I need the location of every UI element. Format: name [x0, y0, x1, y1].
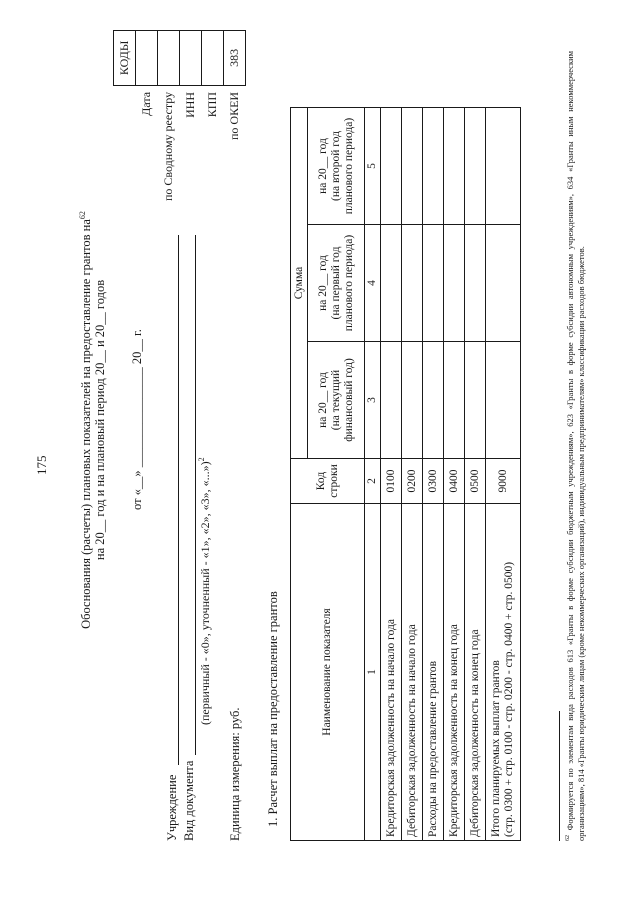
- total-name-line-2: (стр. 0300 + стр. 0100 - стр. 0200 - стр. 0400 + стр. 0500): [503, 561, 515, 837]
- row-name: Кредиторская задолженность на конец года: [444, 504, 465, 841]
- total-value-cell: [486, 108, 521, 225]
- row-value-cell: [402, 225, 423, 342]
- header-year-1-line-1: на 20__ год: [316, 372, 329, 428]
- doc-type-hint-text: (первичный - «0», уточненный - «1», «2», «3», «...»): [198, 461, 212, 725]
- institution-label: Учреждение: [165, 774, 179, 841]
- row-name: Расходы на предоставление грантов: [423, 504, 444, 841]
- row-code: 0300: [423, 459, 444, 504]
- header-year-3-line-3: планового периода): [342, 117, 355, 215]
- doc-type-underline: [195, 235, 196, 755]
- header-year-3-line-1: на 20__ год: [316, 138, 329, 194]
- column-numbers-row: [365, 108, 381, 841]
- total-value-cell: [486, 342, 521, 459]
- row-code: 0100: [381, 459, 402, 504]
- date-line: от «__» ________________ 20__ г.: [130, 329, 144, 510]
- table-total-row: [486, 108, 521, 841]
- row-value-cell: [402, 342, 423, 459]
- section-title: 1. Расчет выплат на предоставление грантов: [266, 591, 280, 827]
- column-number: 1: [365, 504, 381, 841]
- header-year-3-line-2: (на второй год: [329, 131, 342, 201]
- codes-label-registry: [158, 85, 180, 205]
- row-value-cell: [444, 108, 465, 225]
- codes-value-date: [136, 30, 158, 85]
- row-value-cell: [465, 342, 486, 459]
- doc-type-hint: [197, 457, 213, 725]
- column-number: 4: [365, 225, 381, 342]
- header-code: Код строки: [291, 459, 365, 504]
- total-value-cell: [486, 225, 521, 342]
- header-year-2-line-3: планового периода): [342, 234, 355, 332]
- row-value-cell: [381, 342, 402, 459]
- row-name: Дебиторская задолженность на начало года: [402, 504, 423, 841]
- header-year-2: [308, 225, 365, 342]
- footnote-divider: [559, 711, 560, 841]
- row-value-cell: [381, 108, 402, 225]
- table-row: [444, 108, 465, 841]
- header-year-3: [308, 108, 365, 225]
- column-number: 5: [365, 108, 381, 225]
- title-footnote-ref: 62: [78, 211, 87, 220]
- column-number: 2: [365, 459, 381, 504]
- codes-label-registry-text: по Сводному реестру: [161, 91, 175, 201]
- column-number: 3: [365, 342, 381, 459]
- grants-table: [290, 107, 521, 841]
- codes-box: [113, 30, 246, 205]
- units-label: Единица измерения: руб.: [228, 707, 242, 841]
- row-value-cell: [381, 225, 402, 342]
- row-value-cell: [444, 225, 465, 342]
- codes-value-okei: 383: [224, 30, 246, 85]
- row-code: 0200: [402, 459, 423, 504]
- doc-type-hint-ref: 2: [197, 457, 206, 462]
- codes-value-registry: [158, 30, 180, 85]
- row-value-cell: [444, 342, 465, 459]
- header-year-1-line-2: (на текущий: [329, 369, 342, 431]
- row-value-cell: [465, 108, 486, 225]
- row-value-cell: [423, 225, 444, 342]
- row-value-cell: [402, 108, 423, 225]
- title-line-1: Обоснования (расчеты) плановых показателей на предоставление грантов на: [79, 219, 94, 629]
- row-code: 0400: [444, 459, 465, 504]
- codes-header: КОДЫ: [114, 30, 136, 85]
- footnote-text: Формируется по элементам вида расходов 613 «Гранты в форме субсидии бюджетным учреждениям», 623 «Гранты в форме субсидии автономным учреждениям», 634 «Гранты иным некоммерческим организациям», 814 «Гранты юридическим лицам (кроме некоммерческих организаций), индивидуальным предпринимателям» классификации расходов бюджетов.: [564, 50, 586, 841]
- footnote: [563, 51, 587, 841]
- institution-underline: [178, 235, 179, 765]
- page-number: 175: [34, 455, 49, 475]
- title-line-2: на 20__ год и на плановый период 20__ и 20__ годов: [93, 279, 108, 561]
- footnote-ref: 62: [565, 835, 571, 841]
- header-sum: Сумма: [291, 108, 308, 459]
- total-name-line-1: Итого планируемых выплат грантов: [490, 660, 502, 837]
- codes-label-inn: ИНН: [183, 91, 197, 118]
- row-value-cell: [465, 225, 486, 342]
- header-year-1-line-3: финансовый год): [342, 358, 355, 442]
- codes-label-okei: по ОКЕИ: [227, 91, 241, 141]
- codes-value-inn: [180, 30, 202, 85]
- total-name: [486, 504, 521, 841]
- header-year-2-line-2: (на первый год: [329, 246, 342, 320]
- total-code: 9000: [486, 459, 521, 504]
- codes-label-kpp: КПП: [205, 91, 219, 118]
- doc-type-label: Вид документа: [182, 760, 196, 841]
- table-row: [402, 108, 423, 841]
- codes-value-kpp: [202, 30, 224, 85]
- row-value-cell: [423, 108, 444, 225]
- table-row: [465, 108, 486, 841]
- row-code: 0500: [465, 459, 486, 504]
- table-row: [381, 108, 402, 841]
- row-name: Кредиторская задолженность на начало года: [381, 504, 402, 841]
- table-row: [423, 108, 444, 841]
- header-year-2-line-1: на 20__ год: [316, 255, 329, 311]
- codes-label-date: Дата: [139, 91, 153, 116]
- row-name: Дебиторская задолженность на конец года: [465, 504, 486, 841]
- header-year-1: [308, 342, 365, 459]
- header-name: Наименование показателя: [291, 504, 365, 841]
- row-value-cell: [423, 342, 444, 459]
- document-title: [76, 120, 107, 720]
